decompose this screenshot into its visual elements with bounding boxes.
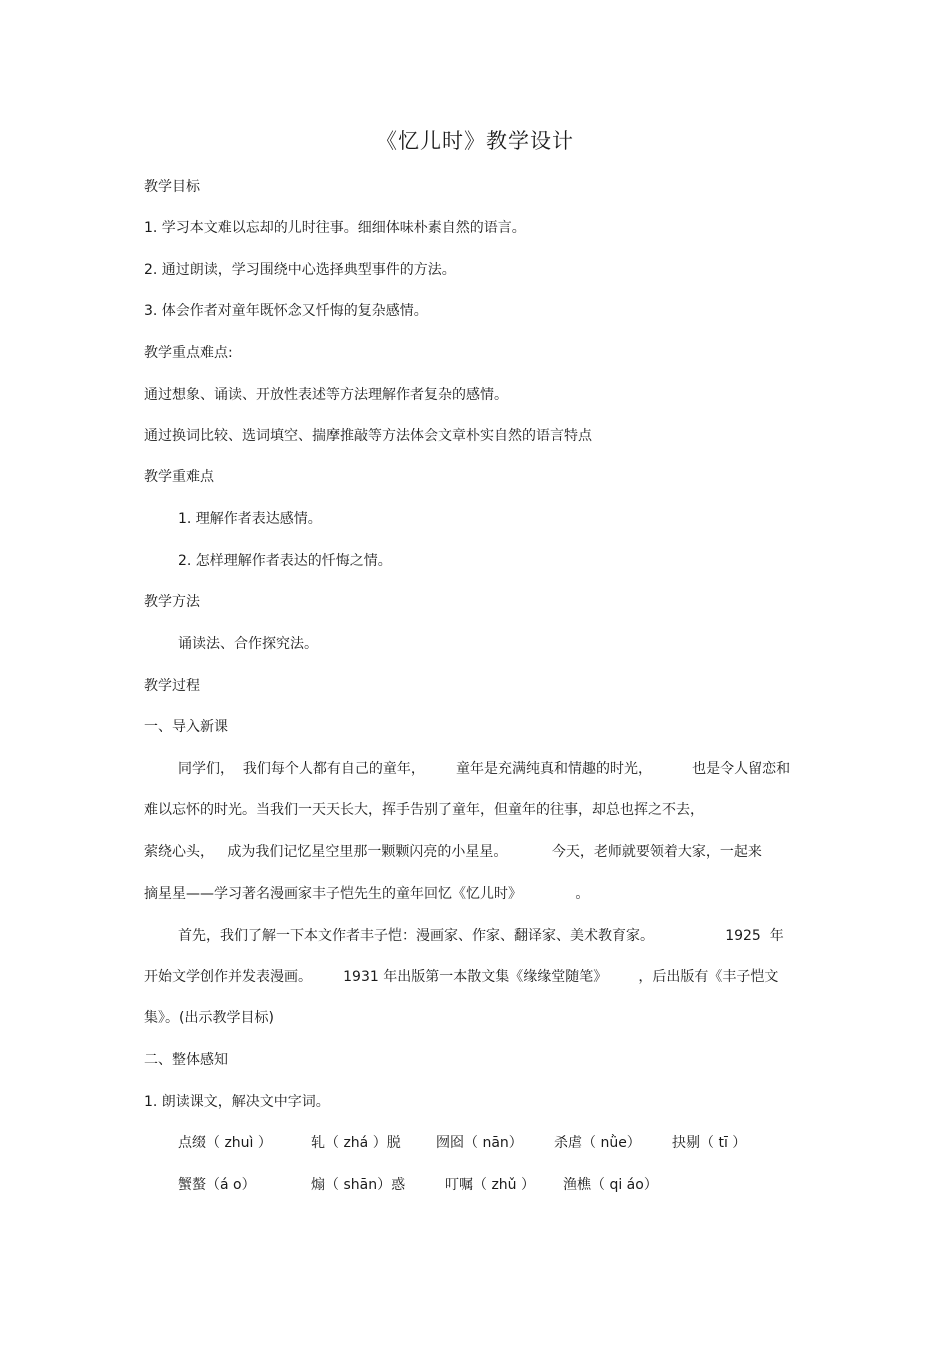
vocab-row-1 <box>0 1134 950 1152</box>
section1-heading: 一、导入新课 <box>144 719 228 735</box>
goal-item-1: 1. 学习本文难以忘却的儿时往事。细细体味朴素自然的语言。 <box>144 220 526 236</box>
difficult-point-2: 2. 怎样理解作者表达的忏悔之情。 <box>178 553 392 569</box>
intro-line-1: 同学们， 我们每个人都有自己的童年， 童年是充满纯真和情趣的时光， 也是令人留恋和 <box>178 761 791 777</box>
document-title: 《忆儿时》教学设计 <box>376 129 574 153</box>
key-points-heading: 教学重点难点: <box>144 345 233 361</box>
method-text: 诵读法、合作探究法。 <box>178 636 318 652</box>
author-line-2: 开始文学创作并发表漫画。 1931 年出版第一本散文集《缘缘堂随笔》 ，后出版有《丰子恺文 <box>144 969 779 985</box>
vocab-item: 杀虐（ nǜe） <box>554 1135 641 1151</box>
vocab-item: 点缀（ zhuì ） <box>178 1135 272 1151</box>
intro-line-3: 萦绕心头， 成为我们记忆星空里那一颗颗闪亮的小星星。 今天，老师就要领着大家，一起来 <box>144 844 762 860</box>
intro-line-4: 摘星星——学习著名漫画家丰子恺先生的童年回忆《忆儿时》 。 <box>144 886 590 902</box>
vocab-item: 轧（ zhá ）脱 <box>311 1135 401 1151</box>
method-heading: 教学方法 <box>144 594 200 610</box>
goal-item-3: 3. 体会作者对童年既怀念又忏悔的复杂感情。 <box>144 303 428 319</box>
key-point-2: 通过换词比较、选词填空、揣摩推敲等方法体会文章朴实自然的语言特点 <box>144 428 592 444</box>
key-point-1: 通过想象、诵读、开放性表述等方法理解作者复杂的感情。 <box>144 387 508 403</box>
goal-item-2: 2. 通过朗读，学习围绕中心选择典型事件的方法。 <box>144 262 456 278</box>
vocab-item: 渔樵（ qi áo） <box>563 1177 658 1193</box>
vocab-row-2 <box>0 1176 950 1194</box>
process-heading: 教学过程 <box>144 678 200 694</box>
vocab-item: 叮嘱（ zhǔ ） <box>445 1177 535 1193</box>
vocab-item: 煽（ shān）惑 <box>311 1177 406 1193</box>
vocab-item: 抉剔（ tī ） <box>672 1135 747 1151</box>
intro-line-2: 难以忘怀的时光。当我们一天天长大，挥手告别了童年，但童年的往事，却总也挥之不去， <box>144 802 704 818</box>
author-line-1: 首先，我们了解一下本文作者丰子恺：漫画家、作家、翻译家、美术教育家。 1925 年 <box>178 928 784 944</box>
reading-task: 1. 朗读课文，解决文中字词。 <box>144 1094 330 1110</box>
goals-heading: 教学目标 <box>144 179 200 195</box>
author-line-3: 集》。(出示教学目标) <box>144 1010 274 1026</box>
vocab-item: 蟹螯（á o） <box>178 1177 256 1193</box>
vocab-item: 囫囵（ nān） <box>436 1135 523 1151</box>
difficult-point-1: 1. 理解作者表达感情。 <box>178 511 322 527</box>
difficult-points-heading: 教学重难点 <box>144 469 214 485</box>
section2-heading: 二、整体感知 <box>144 1052 228 1068</box>
